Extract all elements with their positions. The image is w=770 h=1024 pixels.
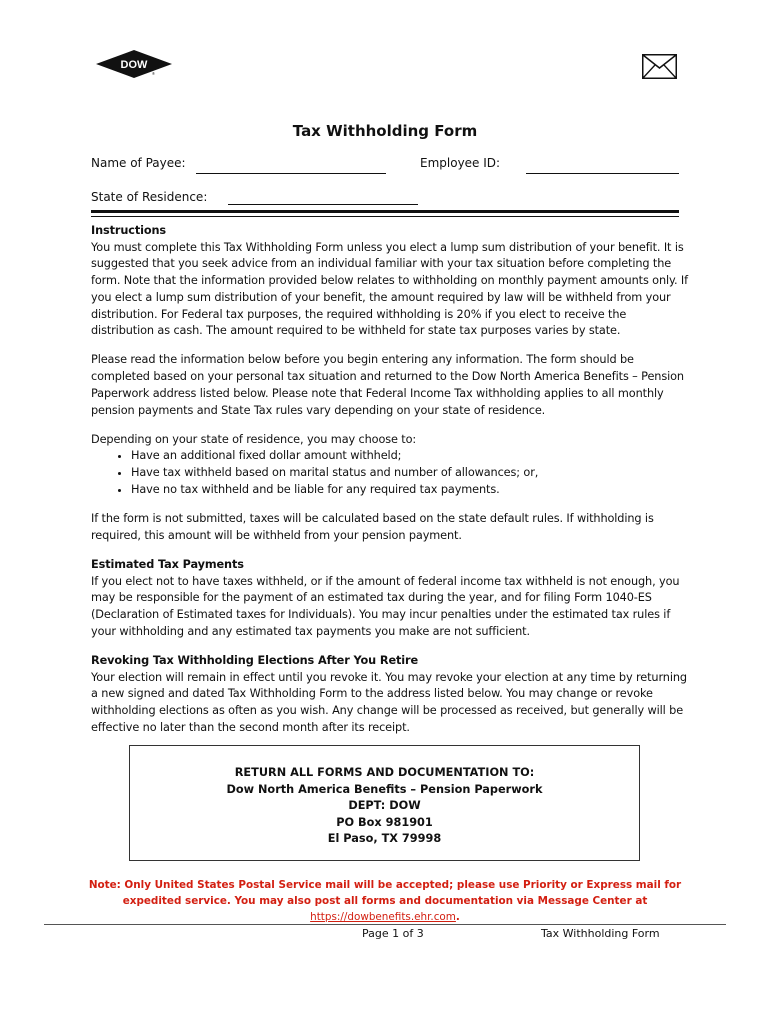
payee-label: Name of Payee: <box>91 156 186 170</box>
message-center-link[interactable]: https://dowbenefits.ehr.com <box>310 911 456 923</box>
list-item: • Have an additional fixed dollar amount withheld; <box>131 448 691 465</box>
list-item: • Have tax withheld based on marital status and number of allowances; or, <box>131 465 691 482</box>
dow-logo <box>96 48 172 80</box>
separator-thick <box>91 210 679 213</box>
return-line: El Paso, TX 79998 <box>327 832 442 845</box>
mail-note <box>88 877 682 925</box>
employee-id-input[interactable] <box>526 173 679 174</box>
instructions-paragraph: If the form is not submitted, taxes will be calculated based on the state default rules. If withholding is required, this amount will be withheld from your pension payment. <box>91 512 654 542</box>
return-line: PO Box 981901 <box>336 815 433 829</box>
footer-form-name: Tax Withholding Form <box>541 927 660 940</box>
instructions-paragraph: You must complete this Tax Withholding Form unless you elect a lump sum distribution of your benefit. It is suggested that you seek advice from an individual familiar with your tax situation before completing the form. Note that the information provided below relates to withholding on monthly payment amounts only. If you elect a lump sum distribution of your benefit, the amount required by law will be withheld from your distribution. For Federal tax purposes, the required withholding is 20% if you elect to receive the distribution as cash. The amount required to be withheld for state tax purposes varies by state. <box>91 240 688 338</box>
state-label: State of Residence: <box>91 190 208 204</box>
envelope-icon[interactable] <box>642 54 677 79</box>
revoking-paragraph: Your election will remain in effect until you revoke it. You may revoke your election at any time by returning a new signed and dated Tax Withholding Form to the address listed below. You may change or revoke withholding elections as often as you wish. Any change will be processed as received, but generally will be effective no later than the second month after its receipt. <box>91 670 687 734</box>
revoking-heading: Revoking Tax Withholding Elections After You Retire <box>91 653 419 667</box>
footer-divider <box>44 924 726 925</box>
note-end: . <box>455 911 460 923</box>
list-item: • Have no tax withheld and be liable for any required tax payments. <box>131 482 691 499</box>
estimated-paragraph: If you elect not to have taxes withheld, or if the amount of federal income tax withheld is not enough, you may be responsible for the payment of an estimated tax during the year, and for filing Form 1040-ES (Declaration of Estimated taxes for Individuals). You may incur penalties under the estimated tax rules if your withholding and any estimated tax payments you make are not sufficient. <box>91 574 680 638</box>
note-text: Note: Only United States Postal Service mail will be accepted; please use Priority or Express mail for expedited service. You may also post all forms and documentation via Message Center at <box>88 879 682 907</box>
page-number: Page 1 of 3 <box>362 927 424 940</box>
instructions-section <box>91 223 691 749</box>
return-line: Dow North America Benefits – Pension Paperwork <box>226 782 543 796</box>
instructions-paragraph: Depending on your state of residence, you may choose to: <box>91 432 417 446</box>
logo-text: DOW <box>120 59 148 71</box>
instructions-heading: Instructions <box>91 224 167 237</box>
estimated-heading: Estimated Tax Payments <box>91 557 244 571</box>
employee-id-label: Employee ID: <box>420 156 501 170</box>
return-line: RETURN ALL FORMS AND DOCUMENTATION TO: <box>234 766 535 779</box>
payee-input[interactable] <box>196 173 386 174</box>
instructions-paragraph: Please read the information below before you begin entering any information. The form should be completed based on your personal tax situation and returned to the Dow North America Benefits – Pension Paperwork address listed below. Please note that Federal Income Tax withholding applies to all monthly pension payments and State Tax rules vary depending on your state of residence. <box>91 353 684 417</box>
separator-thin <box>91 216 679 217</box>
page-title: Tax Withholding Form <box>292 122 478 140</box>
svg-text:®: ® <box>152 71 155 76</box>
state-input[interactable] <box>228 204 418 205</box>
options-list <box>91 448 691 498</box>
return-line: DEPT: DOW <box>348 799 421 812</box>
return-address-box <box>129 745 640 861</box>
